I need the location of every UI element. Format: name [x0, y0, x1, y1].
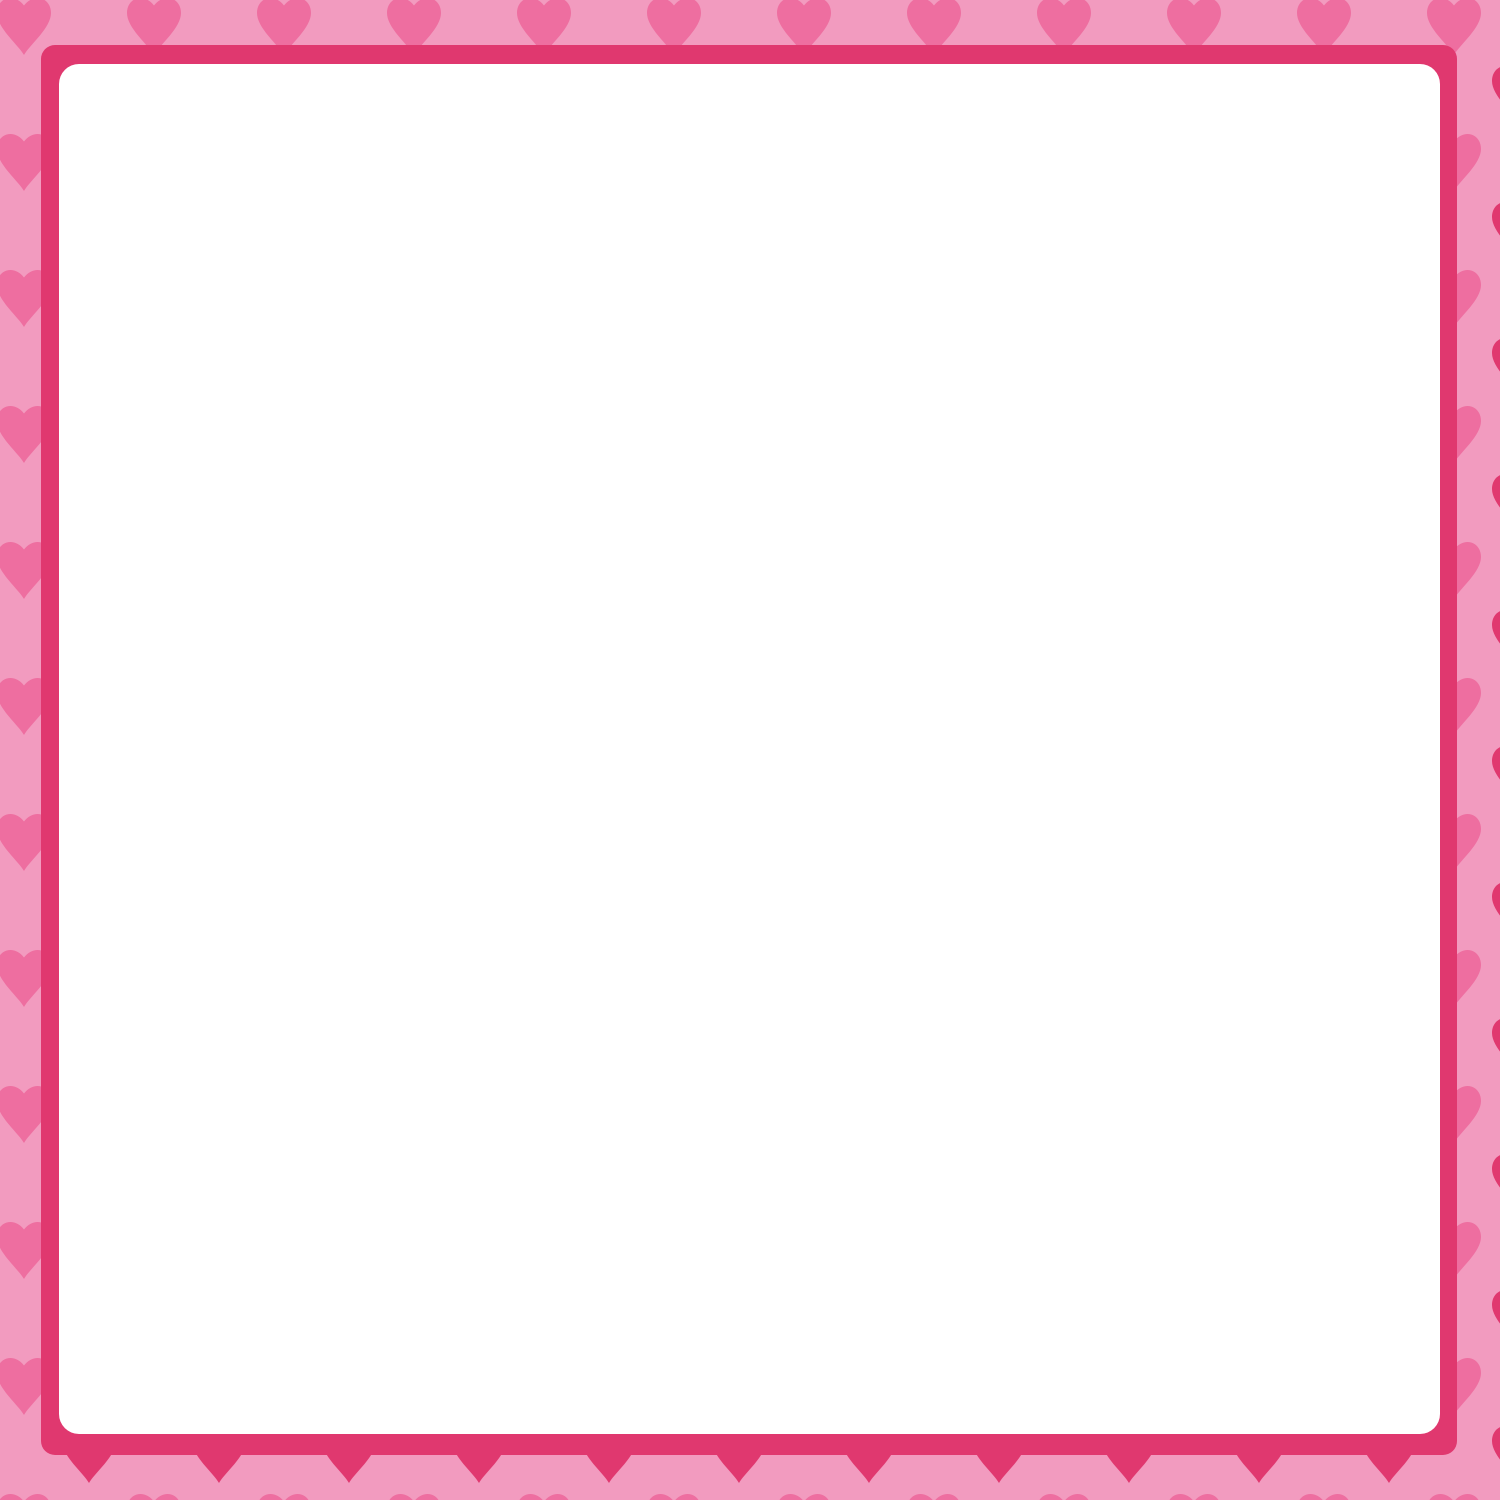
- content-card: [59, 64, 1440, 1434]
